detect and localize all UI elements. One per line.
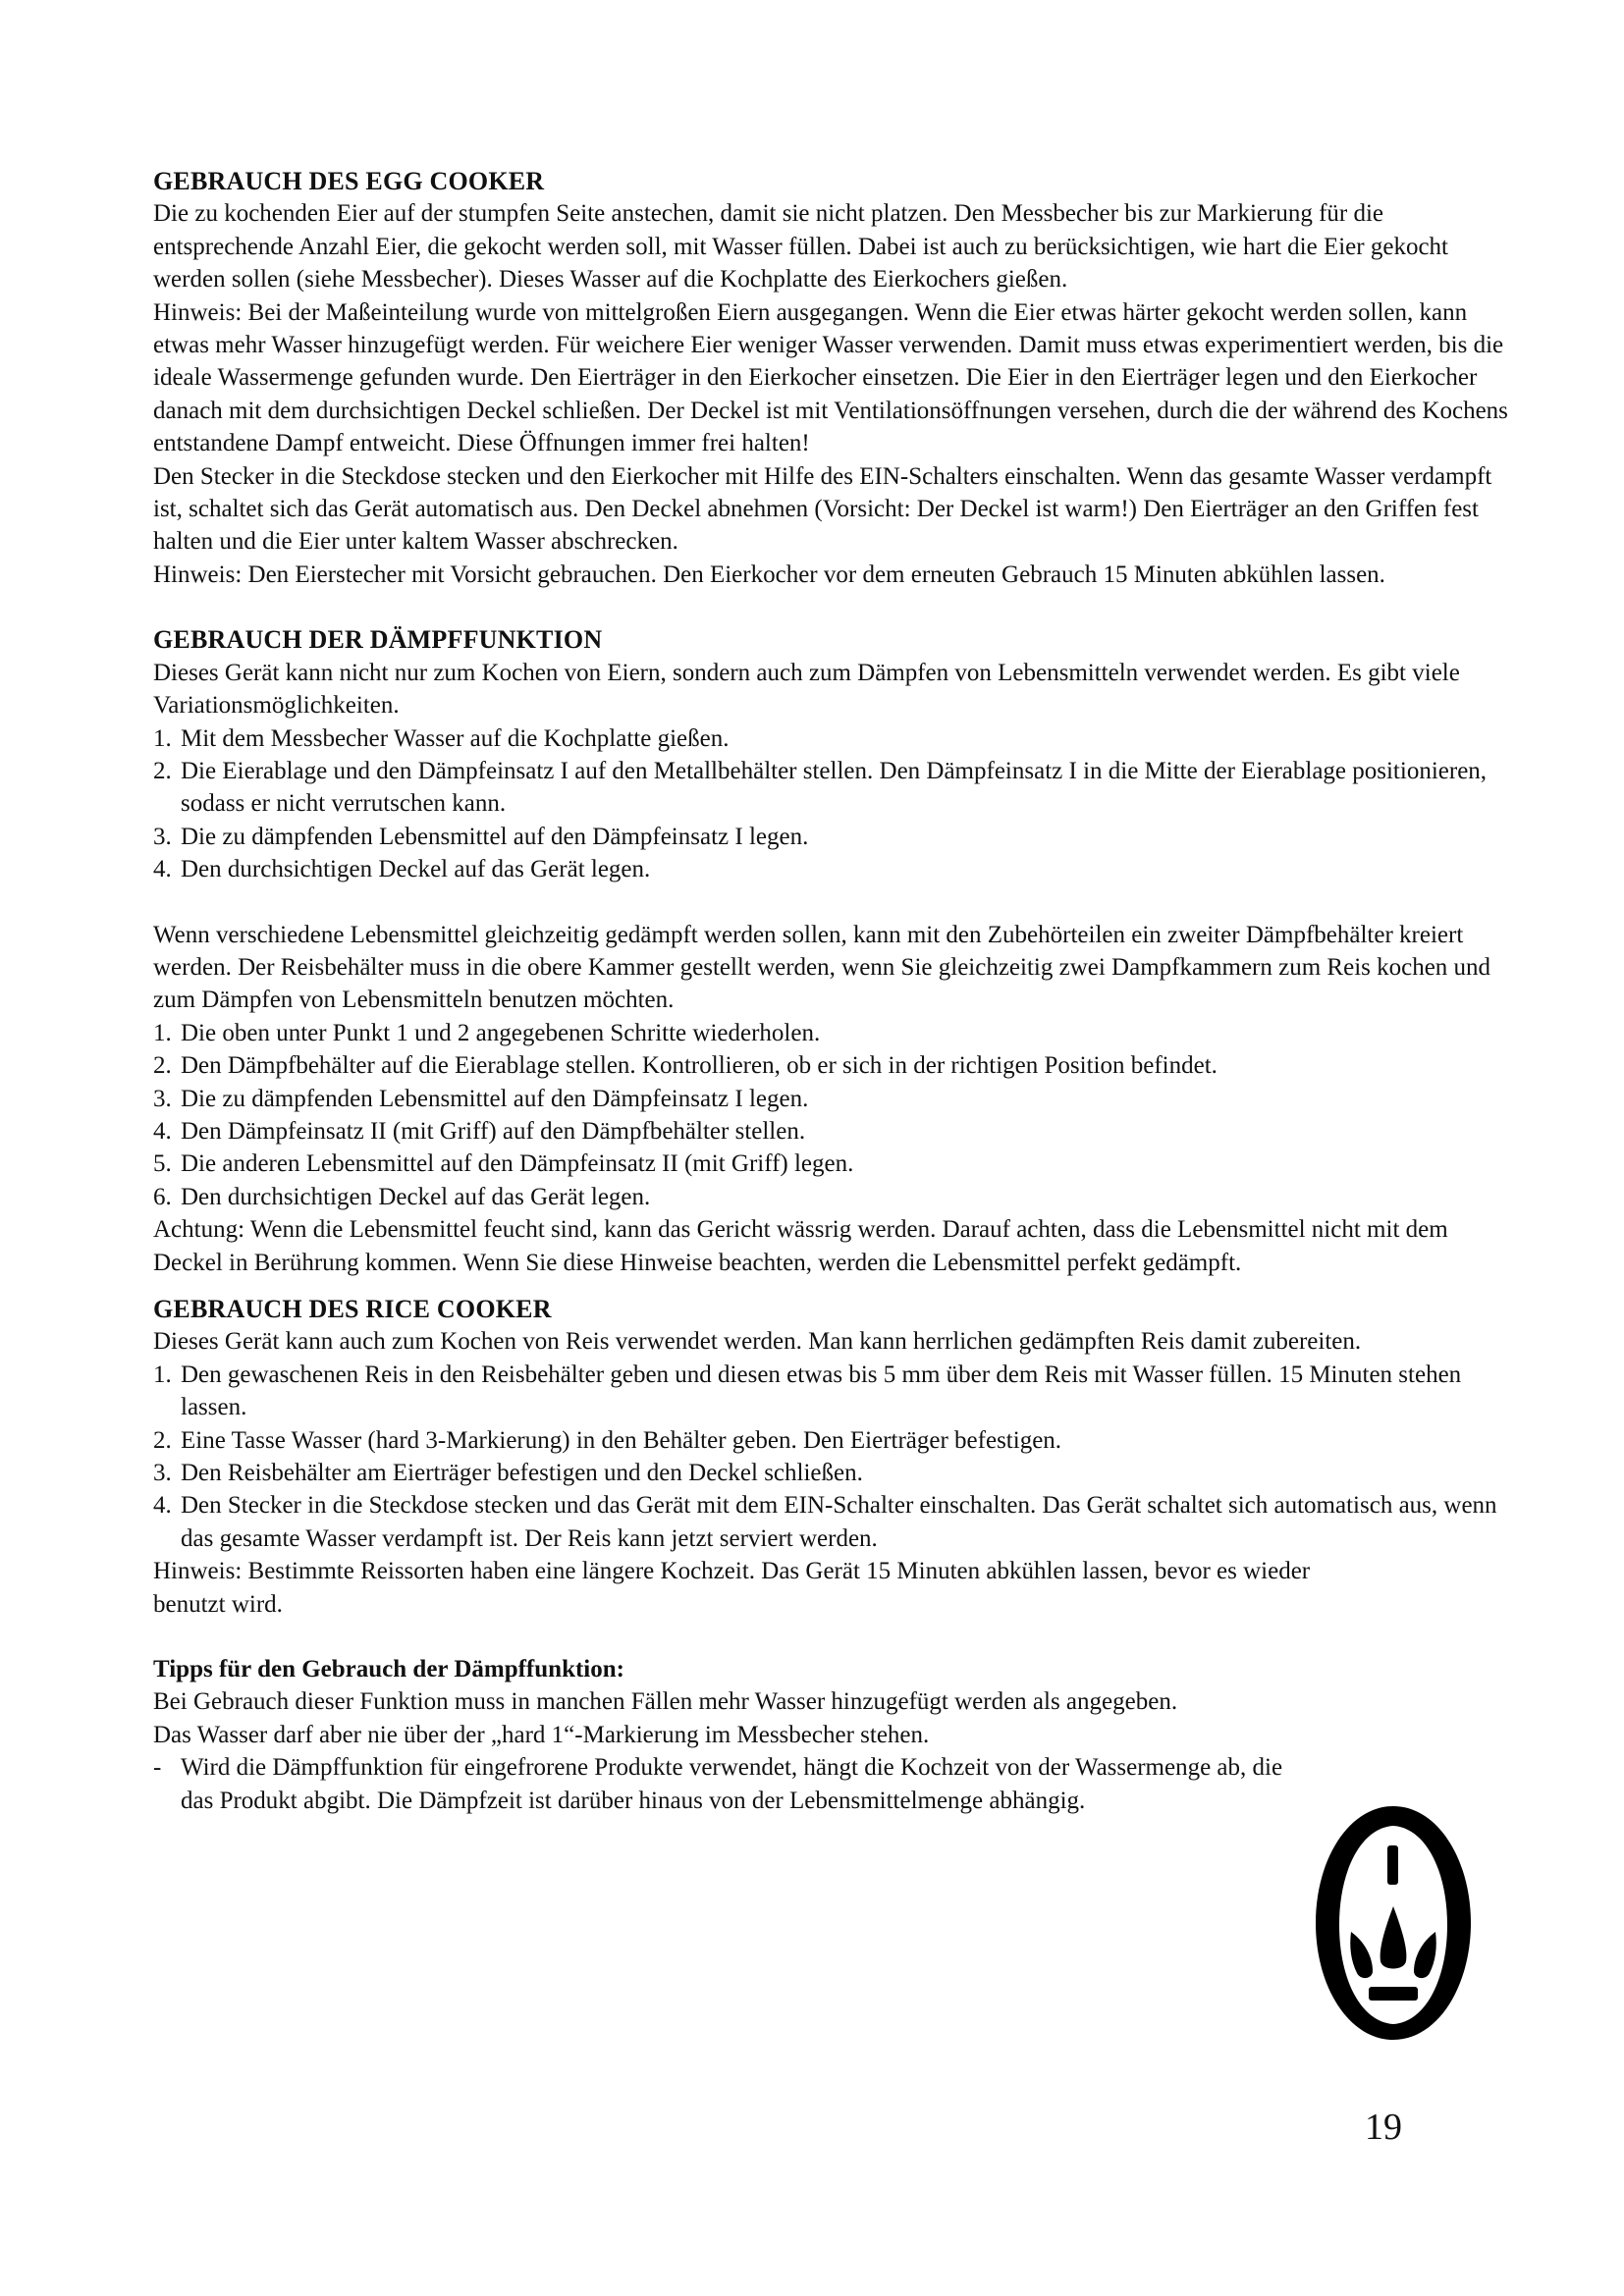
list-item: 2. Die Eierablage und den Dämpfeinsatz I auf den Metallbehälter stellen. Den Dämpfeinsatz I in die Mitte der Eierablage positionieren, sodass er nicht verrutschen kann.	[153, 757, 1488, 818]
rice-cooker-heading: GEBRAUCH DES RICE COOKER	[153, 1295, 552, 1323]
page-number: 19	[1365, 2107, 1402, 2148]
egg-paragraph-1: Die zu kochenden Eier auf der stumpfen Seite anstechen, damit sie nicht platzen. Den Messbecher bis zur Markierung für die entsprechende Anzahl Eier, die gekocht werden soll, mit Wasser füllen. Dabei ist auch zu berücksichtigen, wie hart die Eier gekocht werden sollen (siehe Messbecher). Dieses Wasser auf die Kochplatte des Eierkochers gießen.	[153, 200, 1448, 294]
spacer	[153, 1621, 1508, 1653]
list-item: 1. Mit dem Messbecher Wasser auf die Kochplatte gießen.	[153, 724, 730, 752]
steam-function-icon	[1314, 1804, 1473, 2042]
steam-warning: Achtung: Wenn die Lebensmittel feucht sind, kann das Gericht wässrig werden. Darauf achten, dass die Lebensmittel nicht mit dem Deckel in Berührung kommen. Wenn Sie diese Hinweise beachten, werden die Lebensmittel perfekt gedämpft.	[153, 1216, 1448, 1276]
list-item: 2. Eine Tasse Wasser (hard 3-Markierung) in den Behälter geben. Den Eierträger befestigen.	[153, 1426, 1062, 1454]
spacer	[153, 1279, 1508, 1293]
tips-list	[153, 1751, 1312, 1817]
list-item: - Wird die Dämpffunktion für eingefrorene Produkte verwendet, hängt die Kochzeit von der Wassermenge ab, die das Produkt abgibt. Die Dämpfzeit ist darüber hinaus von der Lebensmittelmenge abhängig.	[153, 1754, 1283, 1814]
left-drop	[1350, 1932, 1373, 1978]
spacer	[153, 591, 1508, 623]
steam-function-heading: GEBRAUCH DER DÄMPFFUNKTION	[153, 625, 603, 655]
list-item: 2. Den Dämpfbehälter auf die Eierablage stellen. Kontrollieren, ob er sich in der richtigen Position befindet.	[153, 1052, 1218, 1080]
list-item: 4. Den Stecker in die Steckdose stecken und das Gerät mit dem EIN-Schalter einschalten. Das Gerät schaltet sich automatisch aus, wenn das gesamte Wasser verdampft ist. Der Reis kann jetzt serviert werden.	[153, 1492, 1497, 1552]
list-item: 3. Den Reisbehälter am Eierträger befestigen und den Deckel schließen.	[153, 1460, 863, 1487]
steam-steps-list	[153, 722, 1508, 886]
egg-cooker-heading: GEBRAUCH DES EGG COOKER	[153, 167, 545, 195]
steam-multi-paragraph: Wenn verschiedene Lebensmittel gleichzeitig gedämpft werden sollen, kann mit den Zubehörteilen ein zweiter Dämpfbehälter kreiert werden. Der Reisbehälter muss in die obere Kammer gestellt werden, wenn Sie gleichzeitig zwei Dampfkammern zum Reis kochen und zum Dämpfen von Lebensmitteln benutzen möchten.	[153, 921, 1491, 1014]
list-item: 4. Den Dämpfeinsatz II (mit Griff) auf den Dämpfbehälter stellen.	[153, 1117, 806, 1145]
rice-note: Hinweis: Bestimmte Reissorten haben eine längere Kochzeit. Das Gerät 15 Minuten abkühlen lassen, bevor es wieder benutzt wird.	[153, 1558, 1311, 1618]
tips-heading: Tipps für den Gebrauch der Dämpffunktion:	[153, 1656, 624, 1683]
list-item: 1. Den gewaschenen Reis in den Reisbehälter geben und diesen etwas bis 5 mm über dem Reis mit Wasser füllen. 15 Minuten stehen lassen.	[153, 1361, 1462, 1421]
list-item: 3. Die zu dämpfenden Lebensmittel auf den Dämpfeinsatz I legen.	[153, 1085, 809, 1112]
rice-steps-list	[153, 1359, 1508, 1555]
steam-line	[1387, 1845, 1398, 1885]
list-item: 3. Die zu dämpfenden Lebensmittel auf den Dämpfeinsatz I legen.	[153, 823, 809, 850]
steam-multi-steps-list	[153, 1017, 1508, 1213]
tips-paragraph-1: Bei Gebrauch dieser Funktion muss in manchen Fällen mehr Wasser hinzugefügt werden als angegeben.	[153, 1688, 1178, 1716]
rice-intro: Dieses Gerät kann auch zum Kochen von Reis verwendet werden. Man kann herrlichen gedämpften Reis damit zubereiten.	[153, 1328, 1362, 1356]
list-item: 6. Den durchsichtigen Deckel auf das Gerät legen.	[153, 1183, 651, 1210]
egg-paragraph-4: Hinweis: Den Eierstecher mit Vorsicht gebrauchen. Den Eierkocher vor dem erneuten Gebrauch 15 Minuten abkühlen lassen.	[153, 561, 1385, 588]
spacer	[153, 886, 1508, 919]
center-drop	[1380, 1906, 1407, 1969]
tips-paragraph-2: Das Wasser darf aber nie über der „hard 1“-Markierung im Messbecher stehen.	[153, 1721, 930, 1748]
steam-intro: Dieses Gerät kann nicht nur zum Kochen von Eiern, sondern auch zum Dämpfen von Lebensmitteln verwendet werden. Es gibt viele Variationsmöglichkeiten.	[153, 659, 1460, 720]
egg-paragraph-3: Den Stecker in die Steckdose stecken und den Eierkocher mit Hilfe des EIN-Schalters einschalten. Wenn das gesamte Wasser verdampft ist, schaltet sich das Gerät automatisch aus. Den Deckel abnehmen (Vorsicht: Der Deckel ist warm!) Den Eierträger an den Griffen fest halten und die Eier unter kaltem Wasser abschrecken.	[153, 462, 1492, 556]
list-item: 5. Die anderen Lebensmittel auf den Dämpfeinsatz II (mit Griff) legen.	[153, 1150, 854, 1178]
list-item: 4. Den durchsichtigen Deckel auf das Gerät legen.	[153, 856, 651, 883]
egg-paragraph-2: Hinweis: Bei der Maßeinteilung wurde von mittelgroßen Eiern ausgegangen. Wenn die Eier etwas härter gekocht werden sollen, kann etwas mehr Wasser hinzugefügt werden. Für weichere Eier weniger Wasser verwenden. Damit muss etwas experimentiert werden, bis die ideale Wassermenge gefunden wurde. Den Eierträger in den Eierkocher einsetzen. Die Eier in den Eierträger legen und den Eierkocher danach mit dem durchsichtigen Deckel schließen. Der Deckel ist mit Ventilationsöffnungen versehen, durch die der während des Kochens entstandene Dampf entweicht. Diese Öffnungen immer frei halten!	[153, 298, 1508, 457]
document-page	[153, 165, 1508, 1817]
base-bar	[1369, 1987, 1418, 2001]
right-drop	[1414, 1932, 1436, 1978]
list-item: 1. Die oben unter Punkt 1 und 2 angegebenen Schritte wiederholen.	[153, 1019, 821, 1046]
